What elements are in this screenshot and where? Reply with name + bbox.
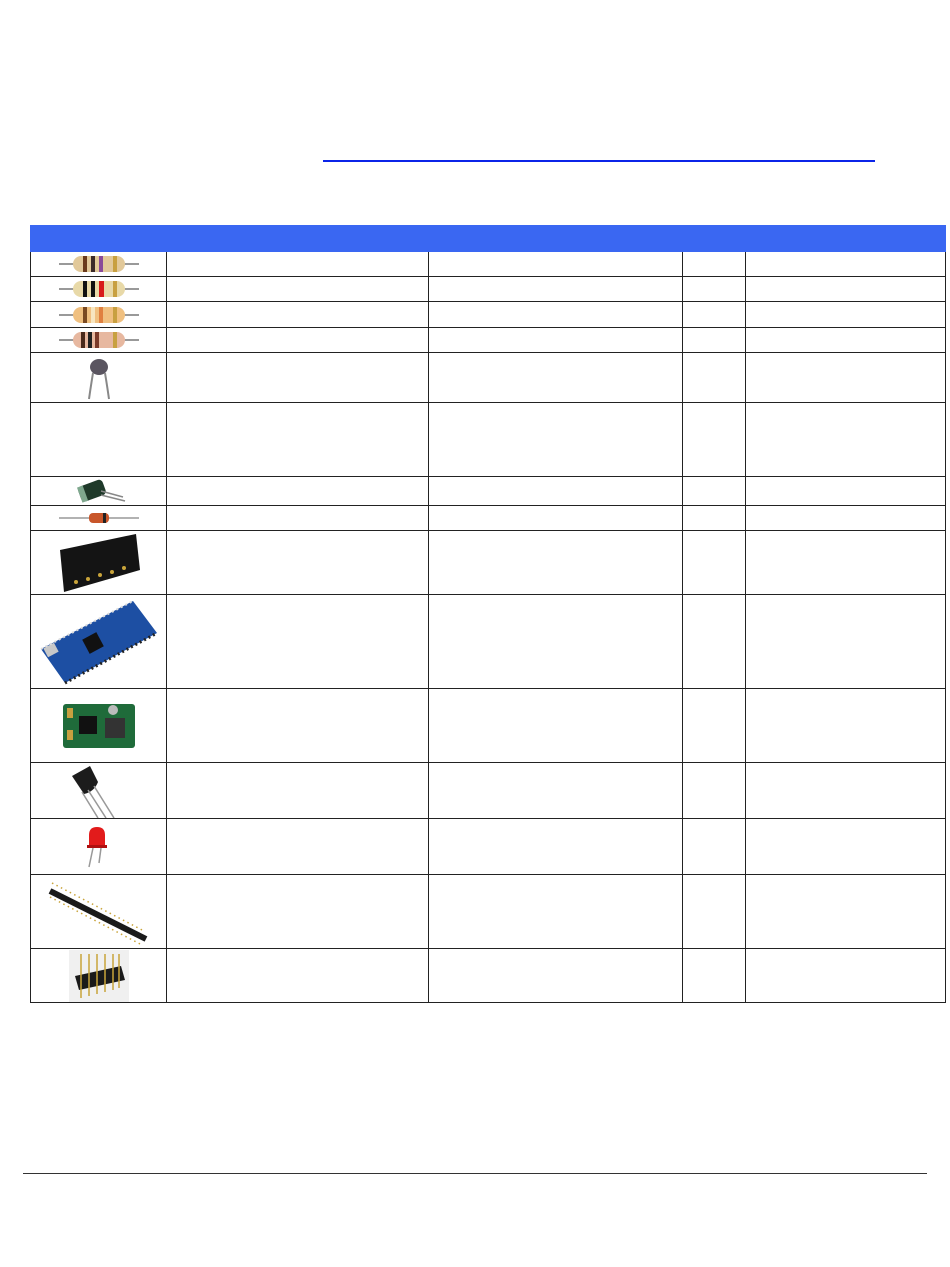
header-cell [31, 226, 167, 252]
table-cell [683, 819, 746, 875]
table-row [31, 403, 946, 477]
table-cell [683, 277, 746, 302]
table-cell [167, 531, 429, 595]
table-row [31, 328, 946, 353]
table-row [31, 302, 946, 328]
footer-divider [23, 1173, 927, 1174]
table-row [31, 949, 946, 1003]
table-cell [746, 819, 946, 875]
table-cell [429, 763, 683, 819]
table-row [31, 819, 946, 875]
table-cell [746, 949, 946, 1003]
table-cell [746, 875, 946, 949]
header-cell [429, 226, 683, 252]
table-cell [167, 328, 429, 353]
red-led-icon [79, 825, 119, 869]
table-cell [429, 819, 683, 875]
table-cell [683, 353, 746, 403]
table-cell [429, 302, 683, 328]
buck-converter-module-icon [61, 700, 137, 752]
table-cell [683, 328, 746, 353]
parts-table [30, 225, 946, 1003]
table-cell [746, 763, 946, 819]
table-cell [746, 477, 946, 506]
table-cell [167, 477, 429, 506]
table-cell [167, 277, 429, 302]
table-cell [746, 531, 946, 595]
table-cell [746, 403, 946, 477]
ceramic-capacitor-icon [79, 355, 119, 401]
table-cell [746, 328, 946, 353]
table-cell [429, 506, 683, 531]
table-cell [167, 403, 429, 477]
resistor-icon [59, 304, 139, 326]
table-cell [167, 949, 429, 1003]
transistor-icon [64, 764, 134, 818]
table-cell [429, 689, 683, 763]
table-cell [31, 403, 167, 477]
table-cell [429, 277, 683, 302]
header-cell [167, 226, 429, 252]
table-cell [429, 531, 683, 595]
electrolytic-capacitor-icon [71, 477, 127, 505]
table-cell [429, 595, 683, 689]
table-cell [746, 277, 946, 302]
table-row [31, 277, 946, 302]
dual-pin-header-icon [69, 950, 129, 1002]
table-cell [683, 252, 746, 277]
header-cell [746, 226, 946, 252]
table-cell [746, 595, 946, 689]
pin-header-strip-icon [48, 877, 150, 947]
table-cell [683, 403, 746, 477]
resistor-icon [59, 278, 139, 300]
table-cell [746, 689, 946, 763]
table-cell [167, 595, 429, 689]
table-cell [683, 595, 746, 689]
table-cell [429, 403, 683, 477]
table-row [31, 531, 946, 595]
table-cell [683, 506, 746, 531]
table-cell [429, 353, 683, 403]
table-row [31, 477, 946, 506]
diode-icon [59, 510, 139, 526]
table-cell [683, 875, 746, 949]
table-cell [683, 949, 746, 1003]
table-cell [167, 763, 429, 819]
hyperlink-underline[interactable] [323, 160, 875, 162]
female-header-icon [54, 532, 144, 594]
table-cell [683, 531, 746, 595]
arduino-nano-icon [37, 597, 161, 687]
table-cell [683, 477, 746, 506]
table-cell [167, 819, 429, 875]
table-row [31, 252, 946, 277]
table-row [31, 595, 946, 689]
table-cell [429, 252, 683, 277]
table-cell [683, 302, 746, 328]
table-row [31, 875, 946, 949]
table-cell [429, 949, 683, 1003]
table-cell [746, 302, 946, 328]
table-cell [167, 689, 429, 763]
header-cell [683, 226, 746, 252]
table-cell [167, 506, 429, 531]
table-header-row [31, 226, 946, 252]
table-row [31, 763, 946, 819]
table-cell [746, 506, 946, 531]
table-row [31, 689, 946, 763]
table-cell [167, 875, 429, 949]
resistor-icon [59, 253, 139, 275]
table-cell [683, 689, 746, 763]
table-cell [429, 477, 683, 506]
table-row [31, 506, 946, 531]
table-row [31, 353, 946, 403]
resistor-icon [59, 329, 139, 351]
table-cell [683, 763, 746, 819]
table-cell [167, 302, 429, 328]
table-cell [746, 252, 946, 277]
table-cell [746, 353, 946, 403]
table-cell [167, 353, 429, 403]
table-cell [429, 875, 683, 949]
table-cell [429, 328, 683, 353]
table-cell [167, 252, 429, 277]
